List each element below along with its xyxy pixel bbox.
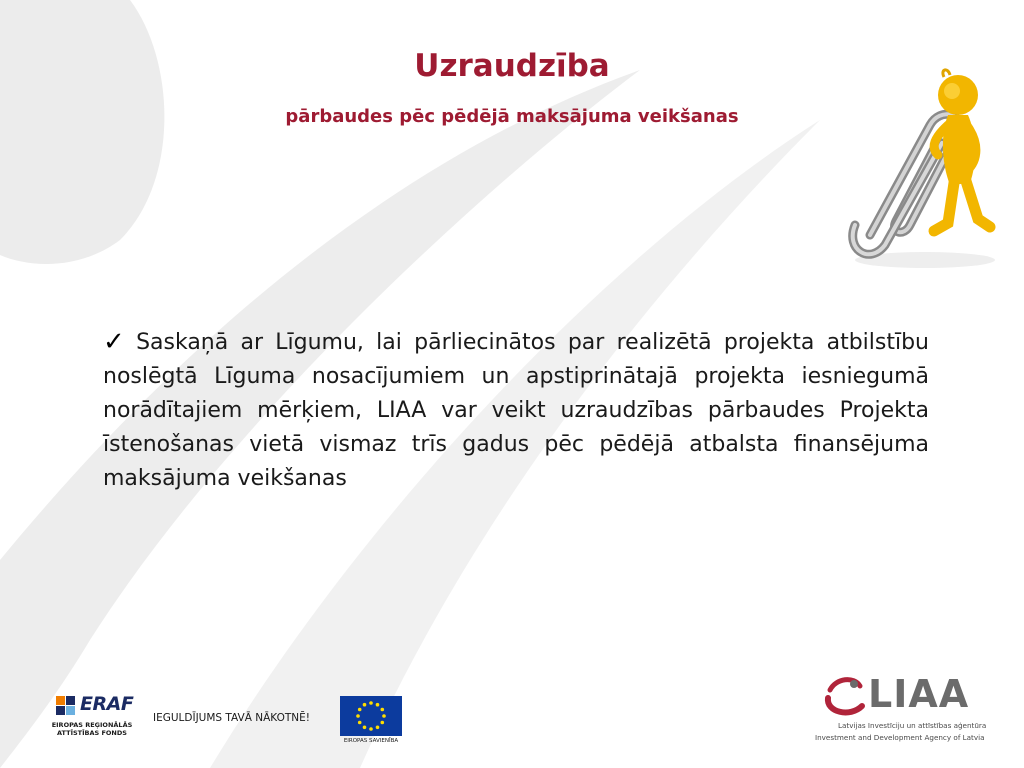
paperclip-figure-illustration: [830, 55, 1010, 270]
slogan-text: IEGULDĪJUMS TAVĀ NĀKOTNĒ!: [153, 712, 310, 724]
check-mark-icon: ✓: [103, 327, 131, 357]
eu-label: EIROPAS SAVIENĪBA: [343, 738, 399, 744]
eraf-subtitle: EIROPAS REĢIONĀLĀS ATTĪSTĪBAS FONDS: [51, 721, 133, 737]
bullet-text: Saskaņā ar Līgumu, lai pārliecinātos par realizētā projekta atbilstību noslēgtā Līguma nosacījumiem un apstiprinātajā projekta iesniegumā norādītajiem mērķiem, LIAA var veikt uzraudzības pārbaudes Projekta īstenošanas vietā vismaz trīs gadus pēc pēdējā atbalsta finansējuma maksājuma veikšanas: [103, 330, 929, 491]
eu-flag-icon: [340, 696, 402, 736]
liaa-tagline-lv: Latvijas Investīciju un attīstības aģentūra: [838, 721, 987, 730]
liaa-name: LIAA: [868, 672, 970, 716]
slide-subtitle: pārbaudes pēc pēdējā maksājuma veikšanas: [285, 106, 739, 127]
liaa-tagline-en: Investment and Development Agency of Latvia: [815, 733, 985, 742]
eraf-name: ERAF: [80, 693, 134, 715]
slide-title: Uzraudzība: [414, 48, 610, 84]
bullet-paragraph: [103, 325, 929, 496]
